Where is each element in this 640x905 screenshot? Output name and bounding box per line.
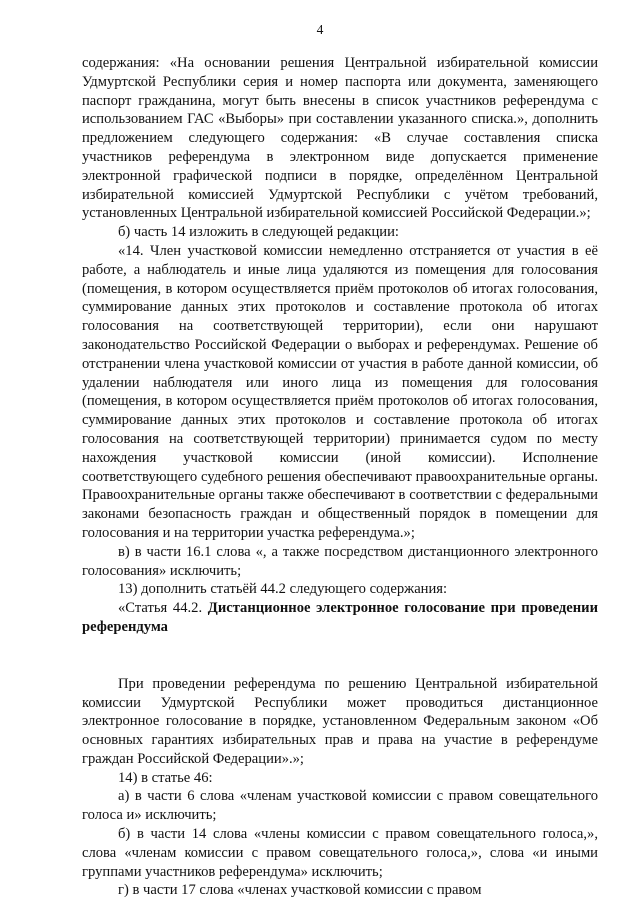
article-prefix: «Статья 44.2. <box>118 600 203 617</box>
document-body <box>82 54 598 900</box>
paragraph-item-13: 13) дополнить статьёй 44.2 следующего содержания: <box>118 581 448 598</box>
spacer <box>82 637 598 675</box>
paragraph-article-body: При проведении референдума по решению Центральной избирательной комиссии Удмуртской Республики может проводиться дистанционное электронное голосование в порядке, установленном Федеральным законом «Об основных гарантиях избирательных прав и права на участие в референдуме граждан Российской Федерации».»; <box>82 675 598 767</box>
paragraph-item-a: а) в части 6 слова «членам участковой комиссии с правом совещательного голоса и» исключить; <box>82 788 598 824</box>
article-title: Дистанционное электронное голосование при проведении референдума <box>82 600 598 635</box>
paragraph-item-b2: б) в части 14 слова «члены комиссии с правом совещательного голоса,», слова «членам комиссии с правом совещательного голоса,», слова «и иными группами участников референдума» исключить; <box>82 826 598 880</box>
paragraph-item-14: 14) в статье 46: <box>118 769 213 786</box>
paragraph-item-b: б) часть 14 изложить в следующей редакции: <box>118 224 399 241</box>
page-number: 4 <box>316 22 324 37</box>
article-heading <box>82 599 598 637</box>
paragraph-item-g: г) в части 17 слова «членах участковой комиссии с правом <box>118 882 482 899</box>
paragraph-item-v: в) в части 16.1 слова «, а также посредством дистанционного электронного голосования» исключить; <box>82 543 598 579</box>
paragraph-part-14: «14. Член участковой комиссии немедленно отстраняется от участия в её работе, а наблюдатель и иные лица удаляются из помещения для голосования (помещения, в котором осуществляется приём протоколов об итогах голосования, суммирование данных этих протоколов и составление протокола об итогах голосования на соответствующей территории), если они нарушают законодательство Российской Федерации о выборах и референдумах. Решение об отстранении члена участковой комиссии от участия в работе данной комиссии, об удалении наблюдателя или иного лица из помещения для голосования (помещения, в котором осуществляется приём протоколов об итогах голосования, суммирование данных этих протоколов и составление протокола об итогах голосования на соответствующей территории) принимается судом по месту нахождения участковой комиссии (иной комиссии). Исполнение соответствующего судебного решения обеспечивают правоохранительные органы. Правоохранительные органы также обеспечивают в соответствии с федеральными законами безопасность граждан и общественный порядок в помещении для голосования и на территории участка референдума.»; <box>82 242 598 541</box>
paragraph-continuation: содержания: «На основании решения Центральной избирательной комиссии Удмуртской Республики серия и номер паспорта или документа, заменяющего паспорт гражданина, могут быть внесены в список участников референдума с использованием ГАС «Выборы» при составлении указанного списка.», дополнить предложением следующего содержания: «В случае составления списка участников референдума в электронном виде допускается применение электронной графической подписи в порядке, определённом Центральной избирательной комиссией Удмуртской Республики с учётом требований, установленных Центральной избирательной комиссией Российской Федерации.»; <box>82 55 598 222</box>
